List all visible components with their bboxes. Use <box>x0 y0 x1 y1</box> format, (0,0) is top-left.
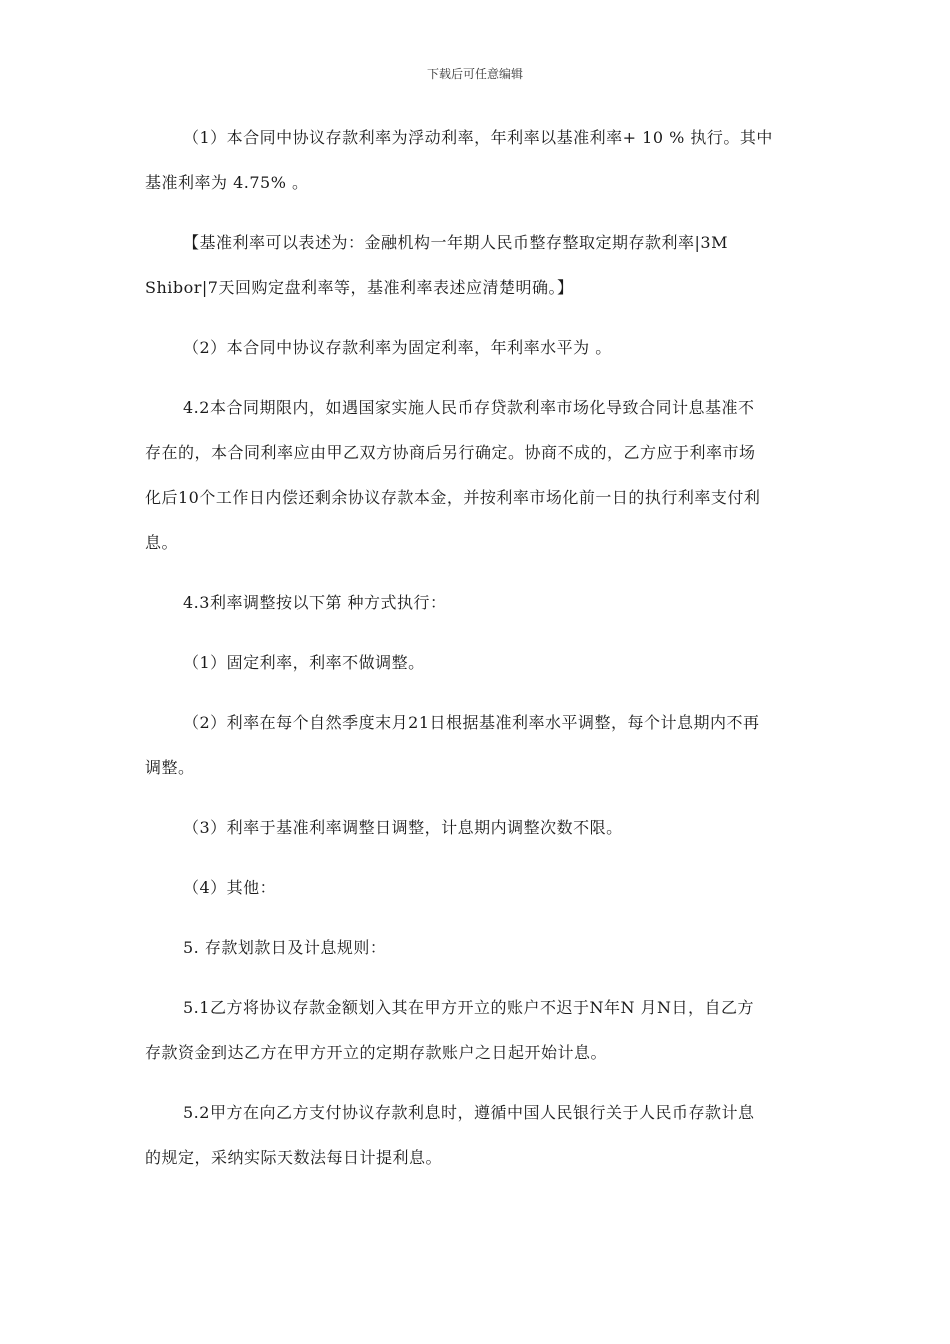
text-line: （3）利率于基准利率调整日调整，计息期内调整次数不限。 <box>183 818 623 837</box>
text-line: （1）本合同中协议存款利率为浮动利率，年利率以基准利率+ 10 % 执行。其中 <box>183 128 773 147</box>
paragraph-benchmark-note <box>145 231 805 299</box>
text-line: 4.2本合同期限内，如遇国家实施人民币存贷款利率市场化导致合同计息基准不 <box>183 398 755 417</box>
paragraph-4-2 <box>145 396 805 554</box>
text-line: 存在的，本合同利率应由甲乙双方协商后另行确定。协商不成的，乙方应于利率市场 <box>145 443 756 462</box>
paragraph-fixed-rate <box>145 336 805 359</box>
text-line: 化后10个工作日内偿还剩余协议存款本金，并按利率市场化前一日的执行利率支付利 <box>145 488 761 507</box>
text-line: 5.2甲方在向乙方支付协议存款利息时，遵循中国人民银行关于人民币存款计息 <box>183 1103 755 1122</box>
document-body <box>145 126 805 1169</box>
text-line: 4.3利率调整按以下第 种方式执行： <box>183 593 447 612</box>
paragraph-5-1 <box>145 996 805 1064</box>
text-line: 息。 <box>145 533 179 552</box>
text-line: （1）固定利率，利率不做调整。 <box>183 653 425 672</box>
paragraph-option-2 <box>145 711 805 779</box>
section-heading-5 <box>145 936 805 959</box>
paragraph-4-3 <box>145 591 805 614</box>
paragraph-option-3 <box>145 816 805 839</box>
text-line: （2）利率在每个自然季度末月21日根据基准利率水平调整，每个计息期内不再 <box>183 713 760 732</box>
text-line: 5.1乙方将协议存款金额划入其在甲方开立的账户不迟于N年N 月N日，自乙方 <box>183 998 755 1017</box>
page-header: 下载后可任意编辑 <box>426 67 523 81</box>
paragraph-floating-rate <box>145 126 805 194</box>
paragraph-5-2 <box>145 1101 805 1169</box>
paragraph-option-4 <box>145 876 805 899</box>
text-line: （2）本合同中协议存款利率为固定利率，年利率水平为 。 <box>183 338 612 357</box>
text-line: Shibor|7天回购定盘利率等，基准利率表述应清楚明确。】 <box>145 278 574 297</box>
paragraph-option-1 <box>145 651 805 674</box>
text-line: 调整。 <box>145 758 195 777</box>
text-line: 的规定，采纳实际天数法每日计提利息。 <box>145 1148 443 1167</box>
text-line: 存款资金到达乙方在甲方开立的定期存款账户之日起开始计息。 <box>145 1043 608 1062</box>
text-line: 【基准利率可以表述为：金融机构一年期人民币整存整取定期存款利率|3M <box>183 233 728 252</box>
text-line: 5. 存款划款日及计息规则： <box>183 938 387 957</box>
text-line: 基准利率为 4.75% 。 <box>145 173 309 192</box>
text-line: （4）其他： <box>183 878 277 897</box>
